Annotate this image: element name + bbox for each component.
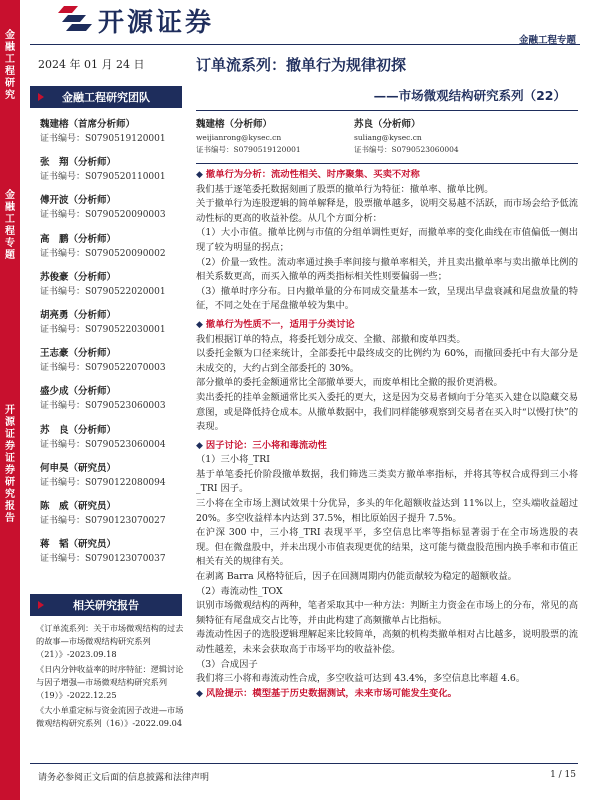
analyst-cert: 证书编号：S0790520090002 [40, 248, 166, 259]
body-paragraph: 我们将三小将和毒流动性合成，多空收益可达到 43.4%，多空信息比率超 4.6。 [196, 673, 526, 685]
section-heading: ◆ 撤单行为分析：流动性相关、时序聚集、买卖不对称 [196, 168, 578, 183]
related-title-bar [30, 594, 182, 616]
brand-name: 开源证券 [98, 8, 215, 38]
body-paragraph: 以委托金额为口径来统计，全部委托中最终成交的比例约为 60%，而撤回委托中有大部分是未成交的，大约占到全部委托的 30%。 [196, 348, 578, 374]
author-email[interactable]: suliang@kysec.cn [354, 133, 422, 142]
analyst-cert: 证书编号：S0790522030001 [40, 324, 166, 335]
body-paragraph: 我们基于逐笔委托数据刻画了股票的撤单行为特征：撤单率、撤单比例。 [196, 183, 494, 195]
team-title-bar [30, 86, 182, 108]
logo-mark-icon [58, 4, 92, 34]
analyst-entry [40, 385, 185, 423]
analyst-cert: 证书编号：S0790519120001 [40, 134, 166, 144]
analyst-name: 蒋 韬（研究员） [40, 539, 117, 551]
triangle-icon [38, 93, 44, 101]
header-divider [30, 44, 580, 45]
report-date: 2024 年 01 月 24 日 [38, 58, 145, 71]
analyst-name: 张 翔（分析师） [40, 157, 117, 169]
side-strip [0, 0, 20, 800]
analyst-name: 高 鹏（分析师） [40, 233, 117, 245]
analyst-list [40, 118, 185, 576]
side-label-topic: 金融工程专题 [5, 190, 15, 261]
analyst-cert: 证书编号：S0790522070003 [40, 363, 166, 374]
section-heading: ◆ 因子讨论：三小将和毒流动性 [196, 439, 578, 454]
analyst-entry [40, 156, 185, 194]
body-paragraph: 卖出委托的挂单金额通常比买入委托的更大，这是因为交易者倾向于分笔买入建仓以隐藏交易意图，或是降低持仓成本。从撤单数据中，我们同样能够观察到交易者在买入时“以慢打快”的表现。 [196, 391, 578, 433]
related-report-list [36, 622, 184, 732]
author-cert: 证书编号：S0790523060004 [354, 145, 459, 154]
analyst-cert: 证书编号：S0790123070037 [40, 554, 166, 565]
body-paragraph: 部分撤单的委托金额通常比全部撤单要大，而废单相比全撤的报价更消极。 [196, 377, 503, 389]
analyst-entry [40, 309, 185, 347]
analyst-name: 盛少成（分析师） [40, 386, 117, 398]
body-paragraph: （2）毒流动性_TOX [196, 585, 283, 597]
author-block [196, 118, 301, 156]
related-report-link[interactable]: 《订单流系列：关于市场微观结构的过去的故事—市场微观结构研究系列（21）》-2023.09.18 [36, 623, 184, 659]
analyst-cert: 证书编号：S0790123070027 [40, 515, 166, 526]
related-title: 相关研究报告 [73, 599, 139, 612]
analyst-entry [40, 118, 185, 156]
analyst-name: 陈 威（研究员） [40, 500, 117, 512]
analyst-name: 胡亮勇（分析师） [40, 309, 117, 321]
brand-logo [58, 4, 238, 38]
report-title: 订单流系列：撤单行为规律初探 [196, 56, 407, 74]
body-paragraph: 基于单笔委托价阶段撤单数据，我们筛选三类卖方撤单率指标，并将其等权合成得到三小将_TRI 因子。 [196, 468, 578, 495]
analyst-name: 王志豪（分析师） [40, 348, 117, 360]
author-email[interactable]: weijianrong@kysec.cn [196, 133, 282, 142]
analyst-name: 苏俊豪（分析师） [40, 271, 117, 283]
body-paragraph: （3）合成因子 [196, 658, 258, 670]
related-report-link[interactable]: 《大小单重定标与资金流因子改进—市场微观结构研究系列（16）》-2022.09.04 [36, 705, 184, 728]
body-paragraph: 毒流动性因子的选股逻辑理解起来比较简单，高频的机构类撤单相对占比越多，说明股票的流动性越差，未来会获取高于市场平均的收益补偿。 [196, 629, 578, 655]
footer-disclaimer: 请务必参阅正文后面的信息披露和法律声明 [38, 773, 210, 783]
analyst-entry [40, 500, 185, 538]
analyst-entry [40, 424, 185, 462]
report-body [196, 168, 578, 701]
analyst-cert: 证书编号：S0790122080094 [40, 477, 166, 488]
analyst-name: 何申昊（研究员） [40, 462, 117, 474]
body-paragraph: 识别市场微观结构的两种，笔者采取其中一种方法：判断主力资金在市场上的分布，常见的高频特征有尾盘成交占比等，并由此构建了高频撤单占比指标。 [196, 600, 578, 626]
body-paragraph: （3）撤单时序分布。日内撤单量的分布同成交量基本一致，呈现出早盘衰减和尾盘放量的特征，不同之处在于尾盘撤单较为集中。 [196, 285, 578, 312]
analyst-entry [40, 538, 185, 576]
footer-divider [30, 763, 578, 764]
body-paragraph: （1）三小将_TRI [196, 454, 270, 466]
related-report-link[interactable]: 《日内分钟收益率的时序特征：逻辑讨论与因子增强—市场微观结构研究系列（19）》-2022.12.25 [36, 664, 184, 700]
analyst-entry [40, 462, 185, 500]
analyst-name: 傅开波（分析师） [40, 195, 117, 207]
author-block [354, 118, 459, 156]
body-paragraph: 关于撤单行为连股逻辑的简单解释是，股票撤单越多，说明交易越不活跃，而市场会给予低流动性标的更高的收益补偿。从几个方面分析： [196, 198, 578, 224]
team-title: 金融工程研究团队 [62, 91, 150, 104]
analyst-name: 苏 良（分析师） [40, 424, 117, 436]
triangle-icon [38, 601, 44, 609]
analyst-name: 魏建榕（首席分析师） [40, 119, 136, 130]
side-label-research: 金融工程研究 [5, 30, 15, 101]
body-paragraph: 三小将在全市场上测试效果十分优异，多头的年化超额收益达到 11%以上，空头端收益超过 20%。多空收益样本内达到 37.5%，相比原始因子提升 7.5%。 [196, 498, 578, 524]
side-label-company: 开源证券 证券研究报告 [5, 405, 15, 524]
author-name: 苏良（分析师） [354, 119, 421, 130]
analyst-entry [40, 194, 185, 232]
analyst-entry [40, 233, 185, 271]
section-heading: ◆ 风险提示：模型基于历史数据测试，未来市场可能发生变化。 [196, 687, 578, 702]
analyst-entry [40, 271, 185, 309]
analyst-cert: 证书编号：S0790520090003 [40, 210, 166, 221]
author-divider [196, 163, 578, 164]
analyst-cert: 证书编号：S0790522020001 [40, 286, 166, 297]
body-paragraph: 我们根据订单的特点，将委托划分成交、全撤、部撤和废单四类。 [196, 333, 466, 345]
title-divider [196, 110, 578, 111]
author-cert: 证书编号：S0790519120001 [196, 145, 301, 154]
analyst-cert: 证书编号：S0790520110001 [40, 172, 166, 183]
report-subtitle: ——市场微观结构研究系列（22） [373, 88, 566, 103]
analyst-entry [40, 347, 185, 385]
page-number: 1 / 15 [550, 770, 576, 780]
report-type: 金融工程专题 [518, 35, 576, 46]
analyst-cert: 证书编号：S0790523060003 [40, 401, 166, 412]
section-heading: ◆ 撤单行为性质不一，适用于分类讨论 [196, 318, 578, 333]
body-paragraph: 在剥离 Barra 风格特征后，因子在回测周期内仍能贡献较为稳定的超额收益。 [196, 571, 517, 583]
body-paragraph: （2）价量一致性。流动率通过换手率间接与撤单率相关，并且卖出撤单率与卖出撤单比例的相关系数更高，而买入撤单的两类指标相关性则要偏弱一些； [196, 256, 578, 283]
body-paragraph: 在沪深 300 中，三小将_TRI 表现平平，多空信息比率等指标显著弱于在全市场选股的表现。但在微盘股中，并未出现小市值表现更优的结果，这可能与微盘股范围内换手率和市值正相关有关的规律有关。 [196, 527, 578, 568]
body-paragraph: （1）大小市值。撤单比例与市值的分组单调性更好，而撤单率的变化曲线在市值偏低一侧出现了较为明显的拐点； [196, 227, 578, 253]
author-name: 魏建榕（分析师） [196, 119, 273, 130]
analyst-cert: 证书编号：S0790523060004 [40, 439, 166, 450]
